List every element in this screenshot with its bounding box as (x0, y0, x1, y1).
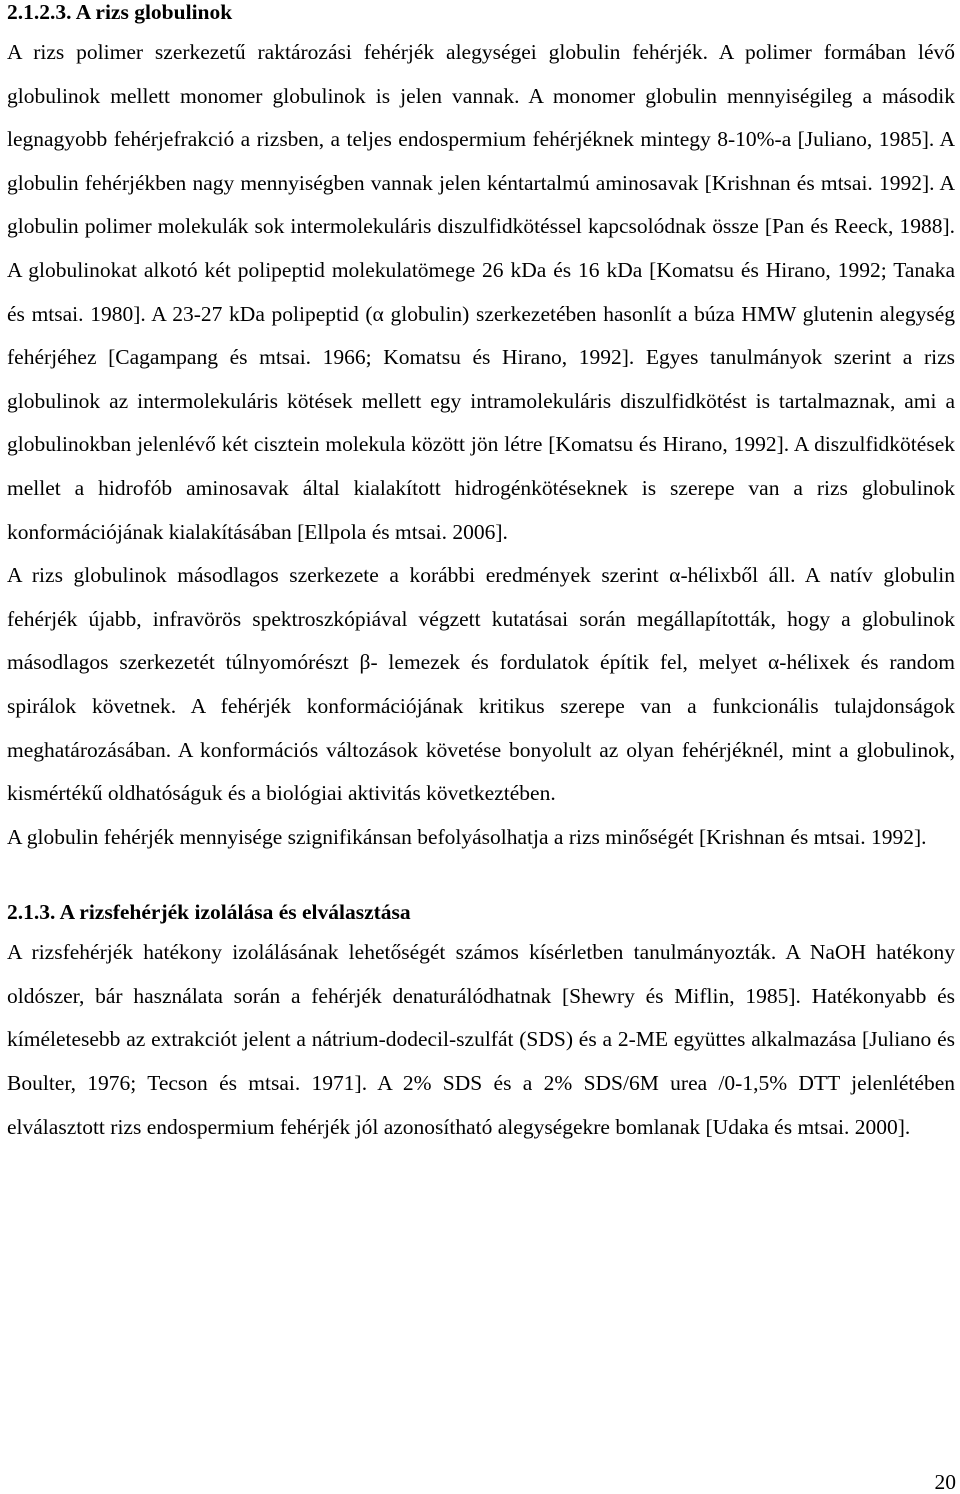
paragraph-isolation-methods: A rizsfehérjék hatékony izolálásának lehetőségét számos kísérletben tanulmányozták. A NaOH hatékony oldószer, bár használata során a fehérjék denaturálódhatnak [Shewry és Miflin, 1985]. Hatékonyabb és kíméletesebb az extrakciót jelent a nátrium-dodecil-szulfát (SDS) és a 2-ME együttes alkalmazása [Juliano és Boulter, 1976; Tecson és mtsai. 1971]. A 2% SDS és a 2% SDS/6M urea /0-1,5% DTT jelenlétében elválasztott rizs endospermium fehérjék jól azonosítható alegységekre bomlanak [Udaka és mtsai. 2000]. (7, 940, 955, 1139)
page-number: 20 (934, 1470, 956, 1494)
paragraph-globulin-structure: A rizs polimer szerkezetű raktározási fehérjék alegységei globulin fehérjék. A polimer formában lévő globulinok mellett monomer globulinok is jelen vannak. A monomer globulin mennyiségileg a második legnagyobb fehérjefrakció a rizsben, a teljes endospermium fehérjéknek mintegy 8-10%-a [Juliano, 1985]. A globulin fehérjékben nagy mennyiségben vannak jelen kéntartalmú aminosavak [Krishnan és mtsai. 1992]. A globulin polimer molekulák sok intermolekuláris diszulfidkötéssel kapcsolódnak össze [Pan és Reeck, 1988]. A globulinokat alkotó két polipeptid molekulatömege 26 kDa és 16 kDa [Komatsu és Hirano, 1992; Tanaka és mtsai. 1980]. A 23-27 kDa polipeptid (α globulin) szerkezetében hasonlít a búza HMW glutenin alegység fehérjéhez [Cagampang és mtsai. 1966; Komatsu és Hirano, 1992]. Egyes tanulmányok szerint a rizs globulinok az intermolekuláris kötések mellett egy intramolekuláris diszulfidkötést is tartalmaznak, ami a globulinokban jelenlévő két cisztein molekula között jön létre [Komatsu és Hirano, 1992]. A diszulfidkötések mellet a hidrofób aminosavak által kialakított hidrogénkötéseknek is szerepe van a rizs globulinok konformációjának kialakításában [Ellpola és mtsai. 2006]. (7, 40, 955, 544)
paragraph-quality-effect: A globulin fehérjék mennyisége szignifikánsan befolyásolhatja a rizs minőségét [Krishnan és mtsai. 1992]. (7, 824, 927, 849)
section-heading-protein-isolation: 2.1.3. A rizsfehérjék izolálása és elválasztása (7, 900, 411, 925)
document-page (7, 0, 955, 1149)
section-heading-rice-globulins: 2.1.2.3. A rizs globulinok (7, 0, 233, 24)
paragraph-secondary-structure: A rizs globulinok másodlagos szerkezete a korábbi eredmények szerint α-hélixből áll. A natív globulin fehérjék újabb, infravörös spektroszkópiával végzett kutatásai során megállapították, hogy a globulinok másodlagos szerkezetét túlnyomórészt β- lemezek és fordulatok építik fel, melyet α-hélixek és random spirálok követnek. A fehérjék konformációjának kritikus szerepe van a funkcionális tulajdonságok meghatározásában. A konformációs változások követése bonyolult az olyan fehérjéknél, mint a globulinok, kismértékű oldhatóságuk és a biológiai aktivitás következtében. (7, 563, 955, 806)
section-spacer (7, 859, 955, 900)
